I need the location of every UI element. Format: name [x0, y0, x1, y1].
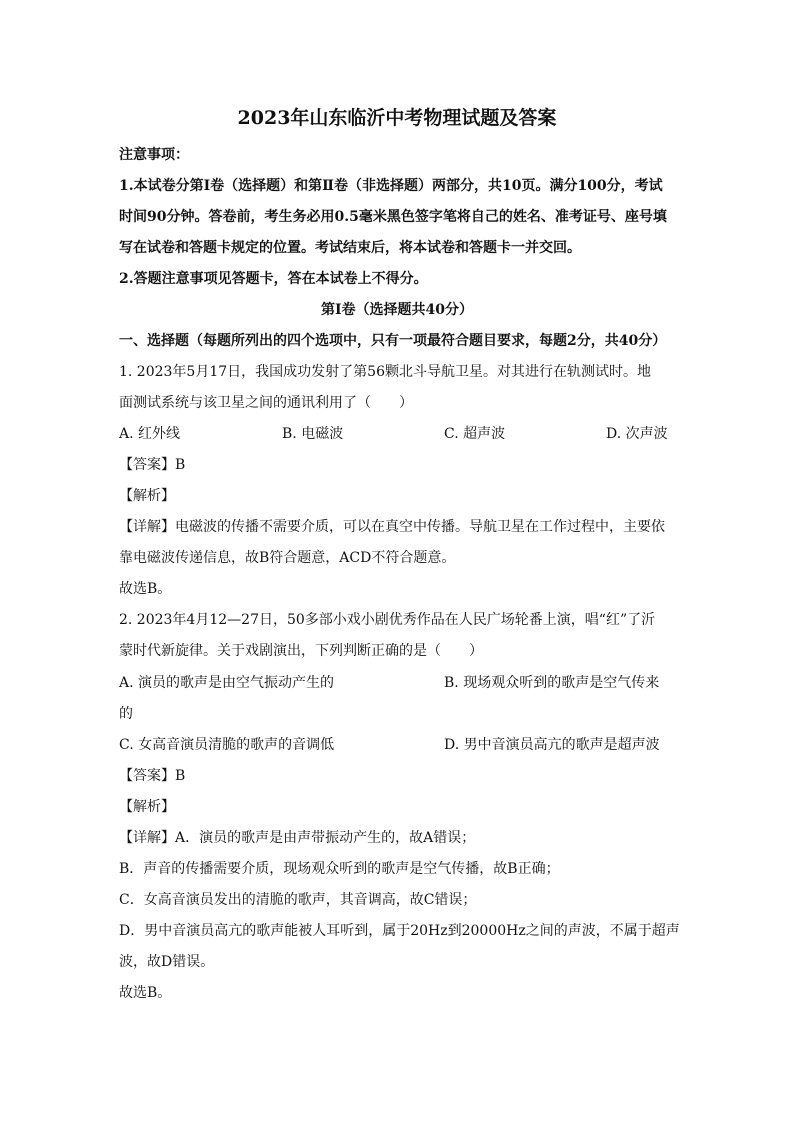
q2-option-c: C. 女高音演员清脆的歌声的音调低	[119, 737, 335, 753]
q2-option-d: D. 男中音演员高亢的歌声是超声波	[444, 737, 660, 753]
q2-option-b-continued: 的	[119, 706, 133, 722]
q2-stem-line-2: 蒙时代新旋律。关于戏剧演出，下列判断正确的是（ ）	[119, 643, 483, 659]
q2-answer: 【答案】B	[119, 768, 186, 784]
notice-line-1: 1.本试卷分第Ⅰ卷（选择题）和第Ⅱ卷（非选择题）两部分，共10页。满分100分，考试	[119, 178, 663, 194]
q2-detail-line-4: D．男中音演员高亢的歌声能被人耳听到，属于20Hz到20000Hz之间的声波，不属于超声	[119, 923, 680, 939]
section-title: 第Ⅰ卷（选择题共40分）	[320, 302, 474, 318]
q1-option-b: B. 电磁波	[282, 426, 344, 442]
q2-option-a: A. 演员的歌声是由空气振动产生的	[119, 675, 335, 691]
q2-detail-line-2: B．声音的传播需要介质，现场观众听到的歌声是空气传播，故B正确；	[119, 861, 560, 877]
q2-detail-line-1: 【详解】A．演员的歌声是由声带振动产生的，故A错误；	[119, 830, 476, 846]
q2-conclusion: 故选B。	[119, 985, 172, 1001]
notice-line-3: 写在试卷和答题卡规定的位置。考试结束后，将本试卷和答题卡一并交回。	[119, 240, 581, 256]
q2-detail-line-5: 波，故D错误。	[119, 954, 215, 970]
q1-option-d: D. 次声波	[606, 426, 668, 442]
notice-line-2: 时间90分钟。答卷前，考生务必用0.5毫米黑色签字笔将自己的姓名、准考证号、座号填	[119, 209, 667, 225]
q1-conclusion: 故选B。	[119, 581, 172, 597]
q2-analysis-label: 【解析】	[119, 799, 175, 815]
document-title: 2023年山东临沂中考物理试题及答案	[237, 107, 557, 129]
q2-option-b: B. 现场观众听到的歌声是空气传来	[444, 675, 660, 691]
q1-analysis-label: 【解析】	[119, 488, 175, 504]
q1-detail-line-2: 靠电磁波传递信息，故B符合题意，ACD不符合题意。	[119, 550, 456, 566]
notice-line-4: 2.答题注意事项见答题卡，答在本试卷上不得分。	[119, 271, 428, 287]
q1-option-a: A. 红外线	[119, 426, 181, 442]
q2-stem-line-1: 2. 2023年4月12—27日，50多部小戏小剧优秀作品在人民广场轮番上演，唱“红”了沂	[119, 612, 656, 628]
q1-stem-line-2: 面测试系统与该卫星之间的通讯利用了（ ）	[119, 395, 413, 411]
q1-detail-line-1: 【详解】电磁波的传播不需要介质，可以在真空中传播。导航卫星在工作过程中，主要依	[119, 519, 665, 535]
q1-answer: 【答案】B	[119, 457, 186, 473]
q1-option-c: C. 超声波	[444, 426, 506, 442]
q1-stem-line-1: 1. 2023年5月17日，我国成功发射了第56颗北斗导航卫星。对其进行在轨测试时。地	[119, 364, 651, 380]
q2-detail-line-3: C．女高音演员发出的清脆的歌声，其音调高，故C错误；	[119, 892, 477, 908]
part-heading: 一、选择题（每题所列出的四个选项中，只有一项最符合题目要求，每题2分，共40分）	[119, 333, 667, 349]
notice-heading: 注意事项：	[119, 147, 189, 163]
